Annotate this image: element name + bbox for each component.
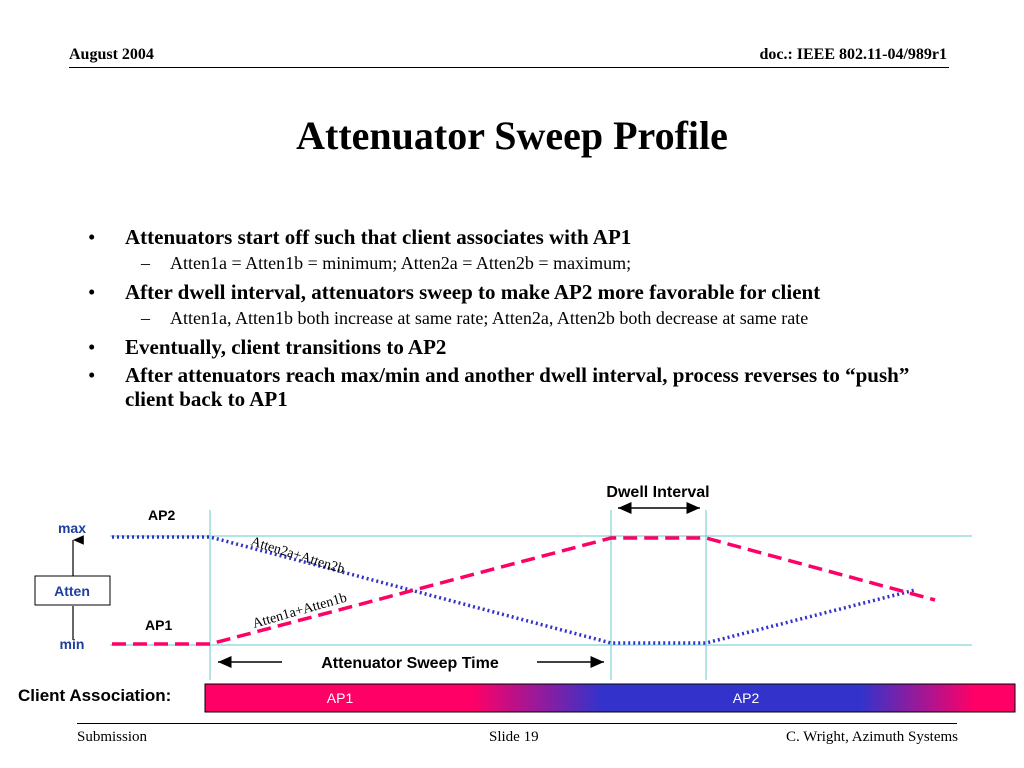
footer-slide-number: Slide 19 [489,729,539,745]
footer-submission: Submission [77,729,148,745]
footer-author: C. Wright, Azimuth Systems [785,729,958,745]
ap1-bottom-label: AP1 [145,617,173,633]
client-association-label: Client Association: [18,686,172,705]
atten1-curve-label: Atten1a+Atten1b [250,590,349,632]
sweep-time-label: Attenuator Sweep Time [321,655,499,672]
header-doc-id: doc.: IEEE 802.11-04/989r1 [759,46,947,63]
bullet-marker: • [88,280,96,304]
bullet-text: Attenuators start off such that client associates with AP1 [125,225,632,249]
dwell-interval-label: Dwell Interval [606,484,710,501]
min-label: min [59,636,85,652]
sub-bullet-marker: – [141,308,150,328]
sub-bullet-marker: – [141,253,150,273]
atten2-curve-label: Atten2a+Atten2b [248,534,347,578]
bullet-marker: • [88,335,96,359]
bullet-marker: • [88,225,96,249]
ap2-top-label: AP2 [148,507,176,523]
sub-bullet-text: Atten1a, Atten1b both increase at same rate; Atten2a, Atten2b both decrease at same rate [170,308,809,328]
bullet-marker: • [88,363,96,387]
bar-ap2-label: AP2 [732,690,760,706]
header-date: August 2004 [69,46,154,63]
atten1-curve [112,538,935,644]
max-label: max [57,520,87,536]
atten-label: Atten [54,583,90,599]
atten2-curve [112,537,915,643]
bar-ap1-label: AP1 [326,690,354,706]
sub-bullet-text: Atten1a = Atten1b = minimum; Atten2a = Atten2b = maximum; [170,253,632,273]
footer-divider [77,723,957,724]
bullet-text: After attenuators reach max/min and another dwell interval, process reverses to “push” client back to AP1 [125,363,910,411]
slide-title: Attenuator Sweep Profile [296,113,728,158]
bullet-text: After dwell interval, attenuators sweep to make AP2 more favorable for client [125,280,821,304]
bullet-text: Eventually, client transitions to AP2 [125,335,447,359]
